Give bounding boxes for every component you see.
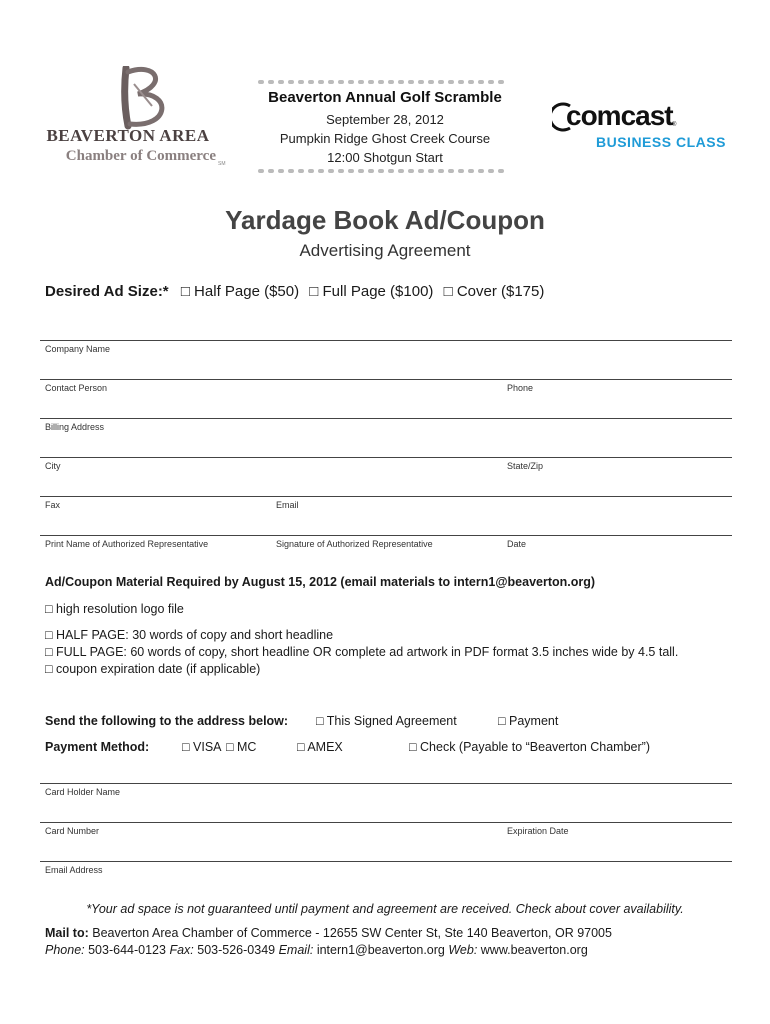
chamber-logo-mark: SM: [218, 161, 226, 167]
ad-size-cover-checkbox[interactable]: □ Cover ($175): [443, 283, 545, 300]
company-name-field[interactable]: Company Name: [45, 344, 111, 354]
field-line: [40, 535, 732, 536]
field-line: [40, 496, 732, 497]
fax-field[interactable]: Fax: [45, 500, 61, 510]
contact-person-field[interactable]: Contact Person: [45, 383, 108, 393]
ad-size-row: [45, 283, 550, 300]
ad-size-full-page-checkbox[interactable]: □ Full Page ($100): [309, 283, 434, 300]
field-line: [40, 861, 732, 862]
state-zip-field[interactable]: State/Zip: [507, 461, 544, 471]
mail-address: Beaverton Area Chamber of Commerce - 12655 SW Center St, Ste 140 Beaverton, OR 97005: [92, 926, 612, 940]
coupon-expiration-checkbox[interactable]: □ coupon expiration date (if applicable): [45, 662, 261, 676]
expiration-date-field[interactable]: Expiration Date: [507, 826, 569, 836]
field-line: [40, 340, 732, 341]
mail-to-label: Mail to:: [45, 926, 89, 940]
logo-file-checkbox[interactable]: □ high resolution logo file: [45, 602, 184, 616]
billing-address-field[interactable]: Billing Address: [45, 422, 105, 432]
visa-checkbox[interactable]: □ VISA: [182, 740, 222, 754]
email-link[interactable]: intern1@beaverton.org: [316, 943, 445, 957]
payment-method-label: Payment Method:: [45, 740, 150, 754]
chamber-logo-line1: BEAVERTON AREA: [46, 126, 210, 145]
event-top-border: [258, 78, 508, 86]
page-subtitle: Advertising Agreement: [299, 241, 471, 260]
mail-to-line: [45, 926, 612, 940]
phone-field[interactable]: Phone: [507, 383, 534, 393]
phone-label: Phone:: [45, 943, 85, 957]
card-number-field[interactable]: Card Number: [45, 826, 100, 836]
mc-checkbox[interactable]: □ MC: [226, 740, 257, 754]
field-line: [40, 783, 732, 784]
comcast-wordmark: comcast: [566, 100, 673, 131]
field-line: [40, 822, 732, 823]
comcast-logo: [552, 100, 742, 160]
payment-checkbox[interactable]: □ Payment: [498, 714, 559, 728]
chamber-b-logo-icon: [116, 66, 176, 130]
event-bottom-border: [258, 167, 508, 175]
event-start: 12:00 Shotgun Start: [327, 150, 443, 165]
ad-size-half-page-checkbox[interactable]: □ Half Page ($50): [180, 283, 300, 300]
disclaimer-note: *Your ad space is not guaranteed until payment and agreement are received. Check about cover availability.: [86, 902, 684, 916]
email-address-field[interactable]: Email Address: [45, 865, 103, 875]
materials-heading: Ad/Coupon Material Required by August 15, 2012 (email materials to intern1@beaverton.org): [45, 575, 596, 589]
chamber-logo-line2: Chamber of Commerce: [65, 148, 216, 164]
ad-size-label: Desired Ad Size:*: [45, 283, 169, 300]
half-page-copy-checkbox[interactable]: □ HALF PAGE: 30 words of copy and short headline: [45, 628, 334, 642]
card-holder-field[interactable]: Card Holder Name: [45, 787, 121, 797]
phone-value: 503-644-0123: [88, 943, 166, 957]
web-label: Web:: [448, 943, 478, 957]
field-line: [40, 418, 732, 419]
date-field[interactable]: Date: [507, 539, 527, 549]
check-checkbox[interactable]: □ Check (Payable to “Beaverton Chamber”): [409, 740, 650, 754]
page-title: Yardage Book Ad/Coupon: [225, 205, 545, 235]
contact-line: [45, 943, 588, 957]
field-line: [40, 457, 732, 458]
fax-value: 503-526-0349: [197, 943, 276, 957]
email-field[interactable]: Email: [276, 500, 299, 510]
comcast-reg-mark: ®: [672, 122, 677, 128]
fax-label: Fax:: [169, 943, 194, 957]
email-label: Email:: [278, 943, 314, 957]
web-link[interactable]: www.beaverton.org: [480, 943, 588, 957]
comcast-tagline: BUSINESS CLASS: [596, 134, 726, 150]
chamber-logo: [40, 66, 240, 166]
amex-checkbox[interactable]: □ AMEX: [297, 740, 343, 754]
event-course: Pumpkin Ridge Ghost Creek Course: [279, 131, 491, 146]
event-date: September 28, 2012: [326, 112, 444, 127]
signed-agreement-checkbox[interactable]: □ This Signed Agreement: [316, 714, 457, 728]
full-page-copy-checkbox[interactable]: □ FULL PAGE: 60 words of copy, short headline OR complete ad artwork in PDF format 3.5 inches wide by 4.5 tall.: [45, 645, 679, 659]
event-title: Beaverton Annual Golf Scramble: [268, 89, 502, 106]
signature-field[interactable]: Signature of Authorized Representative: [276, 539, 433, 549]
field-line: [40, 379, 732, 380]
print-name-field[interactable]: Print Name of Authorized Representative: [45, 539, 209, 549]
city-field[interactable]: City: [45, 461, 61, 471]
send-label: Send the following to the address below:: [45, 714, 289, 728]
